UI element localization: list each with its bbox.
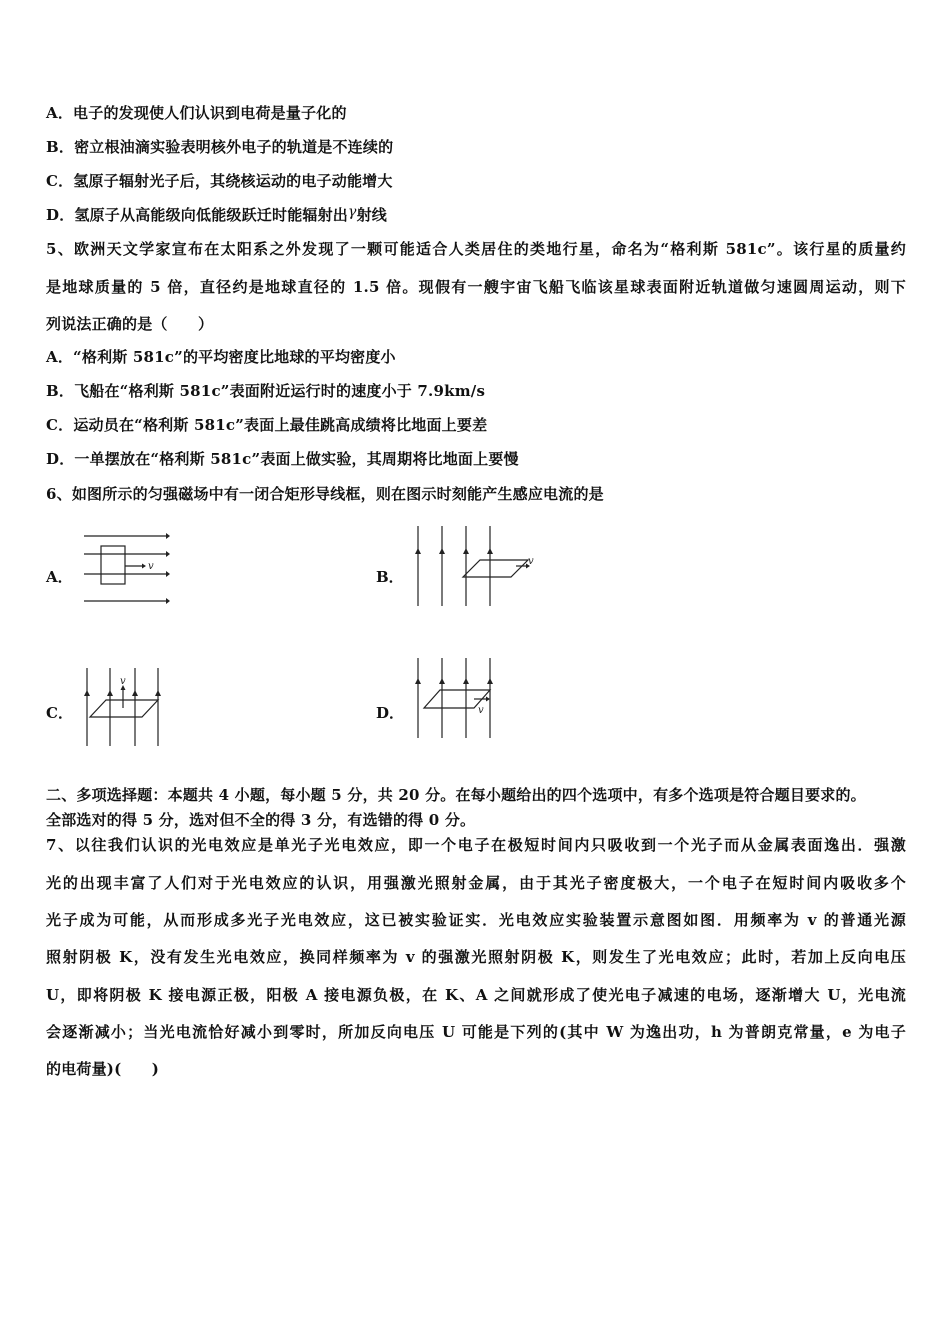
- section2-instructions-line-1: 二、多项选择题：本题共 4 小题，每小题 5 分，共 20 分。在每小题给出的四个选项中，有多个选项是符合题目要求的。: [46, 786, 866, 804]
- q7-stem-line-7: 的电荷量)( ): [46, 1060, 160, 1078]
- q4-option-d[interactable]: [46, 204, 387, 225]
- q4-option-c[interactable]: C．氢原子辐射光子后，其绕核运动的电子动能增大: [46, 172, 393, 190]
- q6-option-d-label[interactable]: D．: [376, 704, 405, 722]
- q4-option-d-text-pre: D．氢原子从高能级向低能级跃迁时能辐射出: [46, 206, 349, 224]
- q7-stem-line-6: 会逐渐减小；当光电流恰好减小到零时，所加反向电压 U 可能是下列的(其中 W 为逸出功，h 为普朗克常量，e 为电子: [46, 1023, 906, 1041]
- q5-stem-line-3: 列说法正确的是（ ）: [46, 315, 214, 333]
- velocity-label-c: v: [120, 676, 126, 687]
- q7-stem-line-2: 光的出现丰富了人们对于光电效应的认识，用强激光照射金属，由于其光子密度极大，一个电子在短时间内吸收多个: [46, 874, 906, 892]
- q6-figure-c[interactable]: [80, 662, 170, 748]
- q6-figure-a[interactable]: [84, 528, 174, 608]
- gamma-symbol: γ: [348, 204, 357, 220]
- velocity-label-b: v: [528, 556, 534, 567]
- q5-stem-line-1: 5、欧洲天文学家宣布在太阳系之外发现了一颗可能适合人类居住的类地行星，命名为“格利斯 581c”。该行星的质量约: [46, 240, 906, 258]
- q7-stem-line-3: 光子成为可能，从而形成多光子光电效应，这已被实验证实．光电效应实验装置示意图如图．用频率为 v 的普通光源: [46, 911, 906, 929]
- q6-figure-d[interactable]: [412, 654, 502, 740]
- q6-option-c-label[interactable]: C．: [46, 704, 73, 722]
- q6-figure-b[interactable]: [410, 522, 540, 608]
- q4-option-a[interactable]: A．电子的发现使人们认识到电荷是量子化的: [46, 104, 347, 122]
- q5-option-d[interactable]: D．一单摆放在“格利斯 581c”表面上做实验，其周期将比地面上要慢: [46, 450, 519, 468]
- q5-option-a[interactable]: A．“格利斯 581c”的平均密度比地球的平均密度小: [46, 348, 396, 366]
- q5-option-b[interactable]: B．飞船在“格利斯 581c”表面附近运行时的速度小于 7.9km/s: [46, 382, 486, 400]
- q5-stem-line-2: 是地球质量的 5 倍，直径约是地球直径的 1.5 倍。现假有一艘宇宙飞船飞临该星球表面附近轨道做匀速圆周运动，则下: [46, 278, 906, 296]
- q6-stem: 6、如图所示的匀强磁场中有一闭合矩形导线框，则在图示时刻能产生感应电流的是: [46, 485, 604, 503]
- q5-option-c[interactable]: C．运动员在“格利斯 581c”表面上最佳跳高成绩将比地面上要差: [46, 416, 488, 434]
- velocity-label-a: v: [148, 561, 154, 572]
- velocity-label-d: v: [478, 705, 484, 716]
- q6-option-b-label[interactable]: B．: [376, 568, 404, 586]
- q4-option-b[interactable]: B．密立根油滴实验表明核外电子的轨道是不连续的: [46, 138, 394, 156]
- q6-option-a-label[interactable]: A．: [46, 568, 73, 586]
- q7-stem-line-4: 照射阴极 K，没有发生光电效应，换同样频率为 v 的强激光照射阴极 K，则发生了光电效应；此时，若加上反向电压: [46, 948, 906, 966]
- section2-instructions-line-2: 全部选对的得 5 分，选对但不全的得 3 分，有选错的得 0 分。: [46, 811, 476, 829]
- q4-option-d-text-post: 射线: [356, 206, 387, 224]
- q7-stem-line-1: 7、以往我们认识的光电效应是单光子光电效应，即一个电子在极短时间内只吸收到一个光子而从金属表面逸出．强激: [46, 836, 906, 854]
- q7-stem-line-5: U，即将阴极 K 接电源正极，阳极 A 接电源负极，在 K、A 之间就形成了使光电子减速的电场，逐渐增大 U，光电流: [46, 986, 906, 1004]
